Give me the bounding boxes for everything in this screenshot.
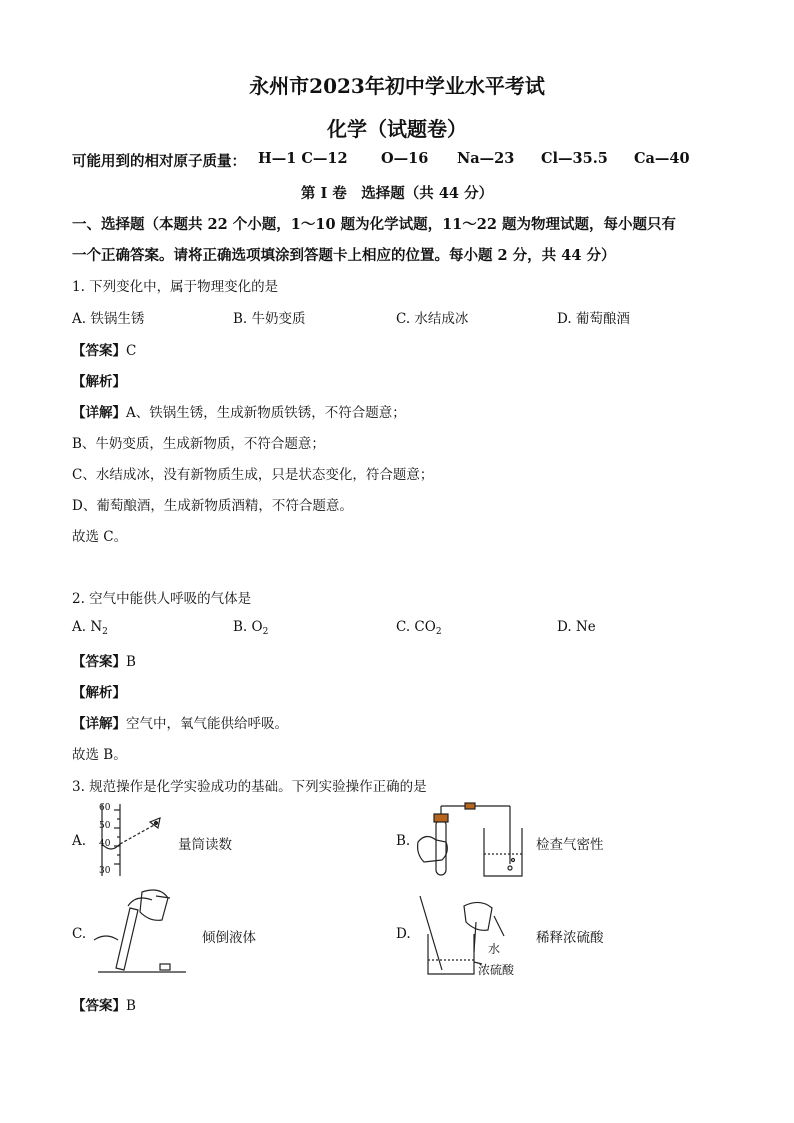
answer-tag: 【答案】 [72,998,126,1014]
q1-answer [72,339,136,359]
exam-subtitle: 化学（试题卷） [327,117,467,141]
q2-option-d-text: D. Ne [557,619,596,635]
atomic-mass-h-c: H—1 C—12 [258,150,348,167]
sulfuric-acid-label: 浓硫酸 [478,963,515,977]
q3-option-c-caption: 倾倒液体 [202,930,256,946]
q2-option-b-text: B. O [233,619,263,635]
q2-answer [72,650,136,670]
airtightness-check-diagram [410,802,530,882]
atomic-mass-ca: Ca—40 [634,150,690,167]
q3-option-a-letter: A. [72,833,87,849]
answer-tag: 【答案】 [72,343,126,359]
q3-option-b-letter: B. [396,833,411,849]
q1-stem: 1. 下列变化中，属于物理变化的是 [72,279,279,295]
exam-title: 永州市2023年初中学业水平考试 [249,74,545,98]
q2-option-b [233,619,268,637]
section-instruction-line-2: 一个正确答案。请将正确选项填涂到答题卡上相应的位置。每小题 2 分，共 44 分） [72,247,616,264]
atomic-mass-o: O—16 [381,150,429,167]
q3-option-b-caption: 检查气密性 [536,837,604,853]
q3-stem: 3. 规范操作是化学实验成功的基础。下列实验操作正确的是 [72,779,427,795]
volume-heading: 第 I 卷 选择题（共 44 分） [300,185,494,202]
answer-value: B [126,998,136,1014]
q2-option-c [396,619,442,637]
q2-option-a-sub: 2 [102,627,108,637]
q2-option-d [557,619,596,635]
q1-detail-line-2: B、牛奶变质，生成新物质，不符合题意； [72,436,325,452]
q3-option-c-letter: C. [72,926,87,942]
q3-option-a-caption: 量筒读数 [178,837,232,853]
cylinder-tick-50: 50 [99,821,111,831]
q2-option-a-text: A. N [72,619,103,635]
detail-text: 空气中，氧气能供给呼吸。 [126,716,288,732]
detail-text: A、铁锅生锈，生成新物质铁锈，不符合题意； [126,405,406,421]
q1-option-c: C. 水结成冰 [396,311,469,327]
atomic-mass-label: 可能用到的相对原子质量： [72,153,246,170]
pouring-liquid-diagram [90,884,190,976]
q1-detail-line-4: D、葡萄酿酒，生成新物质酒精，不符合题意。 [72,498,353,514]
q1-detail-line-1 [72,401,406,421]
atomic-mass-cl: Cl—35.5 [541,150,608,167]
cylinder-tick-30: 30 [99,866,111,876]
q1-analysis [72,370,126,390]
q2-conclusion: 故选 B。 [72,747,127,763]
detail-tag: 【详解】 [72,405,126,421]
answer-value: C [126,343,137,359]
q2-option-c-sub: 2 [435,627,442,637]
q1-conclusion: 故选 C。 [72,529,128,545]
q1-option-b: B. 牛奶变质 [233,311,306,327]
cylinder-tick-40: 40 [99,839,111,849]
atomic-mass-na: Na—23 [457,150,515,167]
q3-answer [72,994,136,1014]
q1-option-a: A. 铁锅生锈 [72,311,145,327]
q1-option-d: D. 葡萄酿酒 [557,311,630,327]
q2-option-b-sub: 2 [262,627,269,637]
q3-option-d-letter: D. [396,926,411,942]
answer-value: B [126,654,136,670]
q2-option-c-text: C. CO [396,619,436,635]
section-instruction-line-1: 一、选择题（本题共 22 个小题，1～10 题为化学试题，11～22 题为物理试题，每小题只有 [72,216,676,233]
q2-analysis [72,681,126,701]
detail-tag: 【详解】 [72,716,126,732]
q2-detail-line-1 [72,712,288,732]
analysis-tag: 【解析】 [72,374,126,390]
q2-option-a [72,619,108,637]
q3-option-d-caption: 稀释浓硫酸 [536,930,604,946]
q2-stem: 2. 空气中能供人呼吸的气体是 [72,591,252,607]
answer-tag: 【答案】 [72,654,126,670]
analysis-tag: 【解析】 [72,685,126,701]
water-label: 水 [488,942,501,956]
cylinder-tick-60: 60 [99,803,111,813]
q1-detail-line-3: C、水结成冰，没有新物质生成，只是状态变化，符合题意； [72,467,434,483]
